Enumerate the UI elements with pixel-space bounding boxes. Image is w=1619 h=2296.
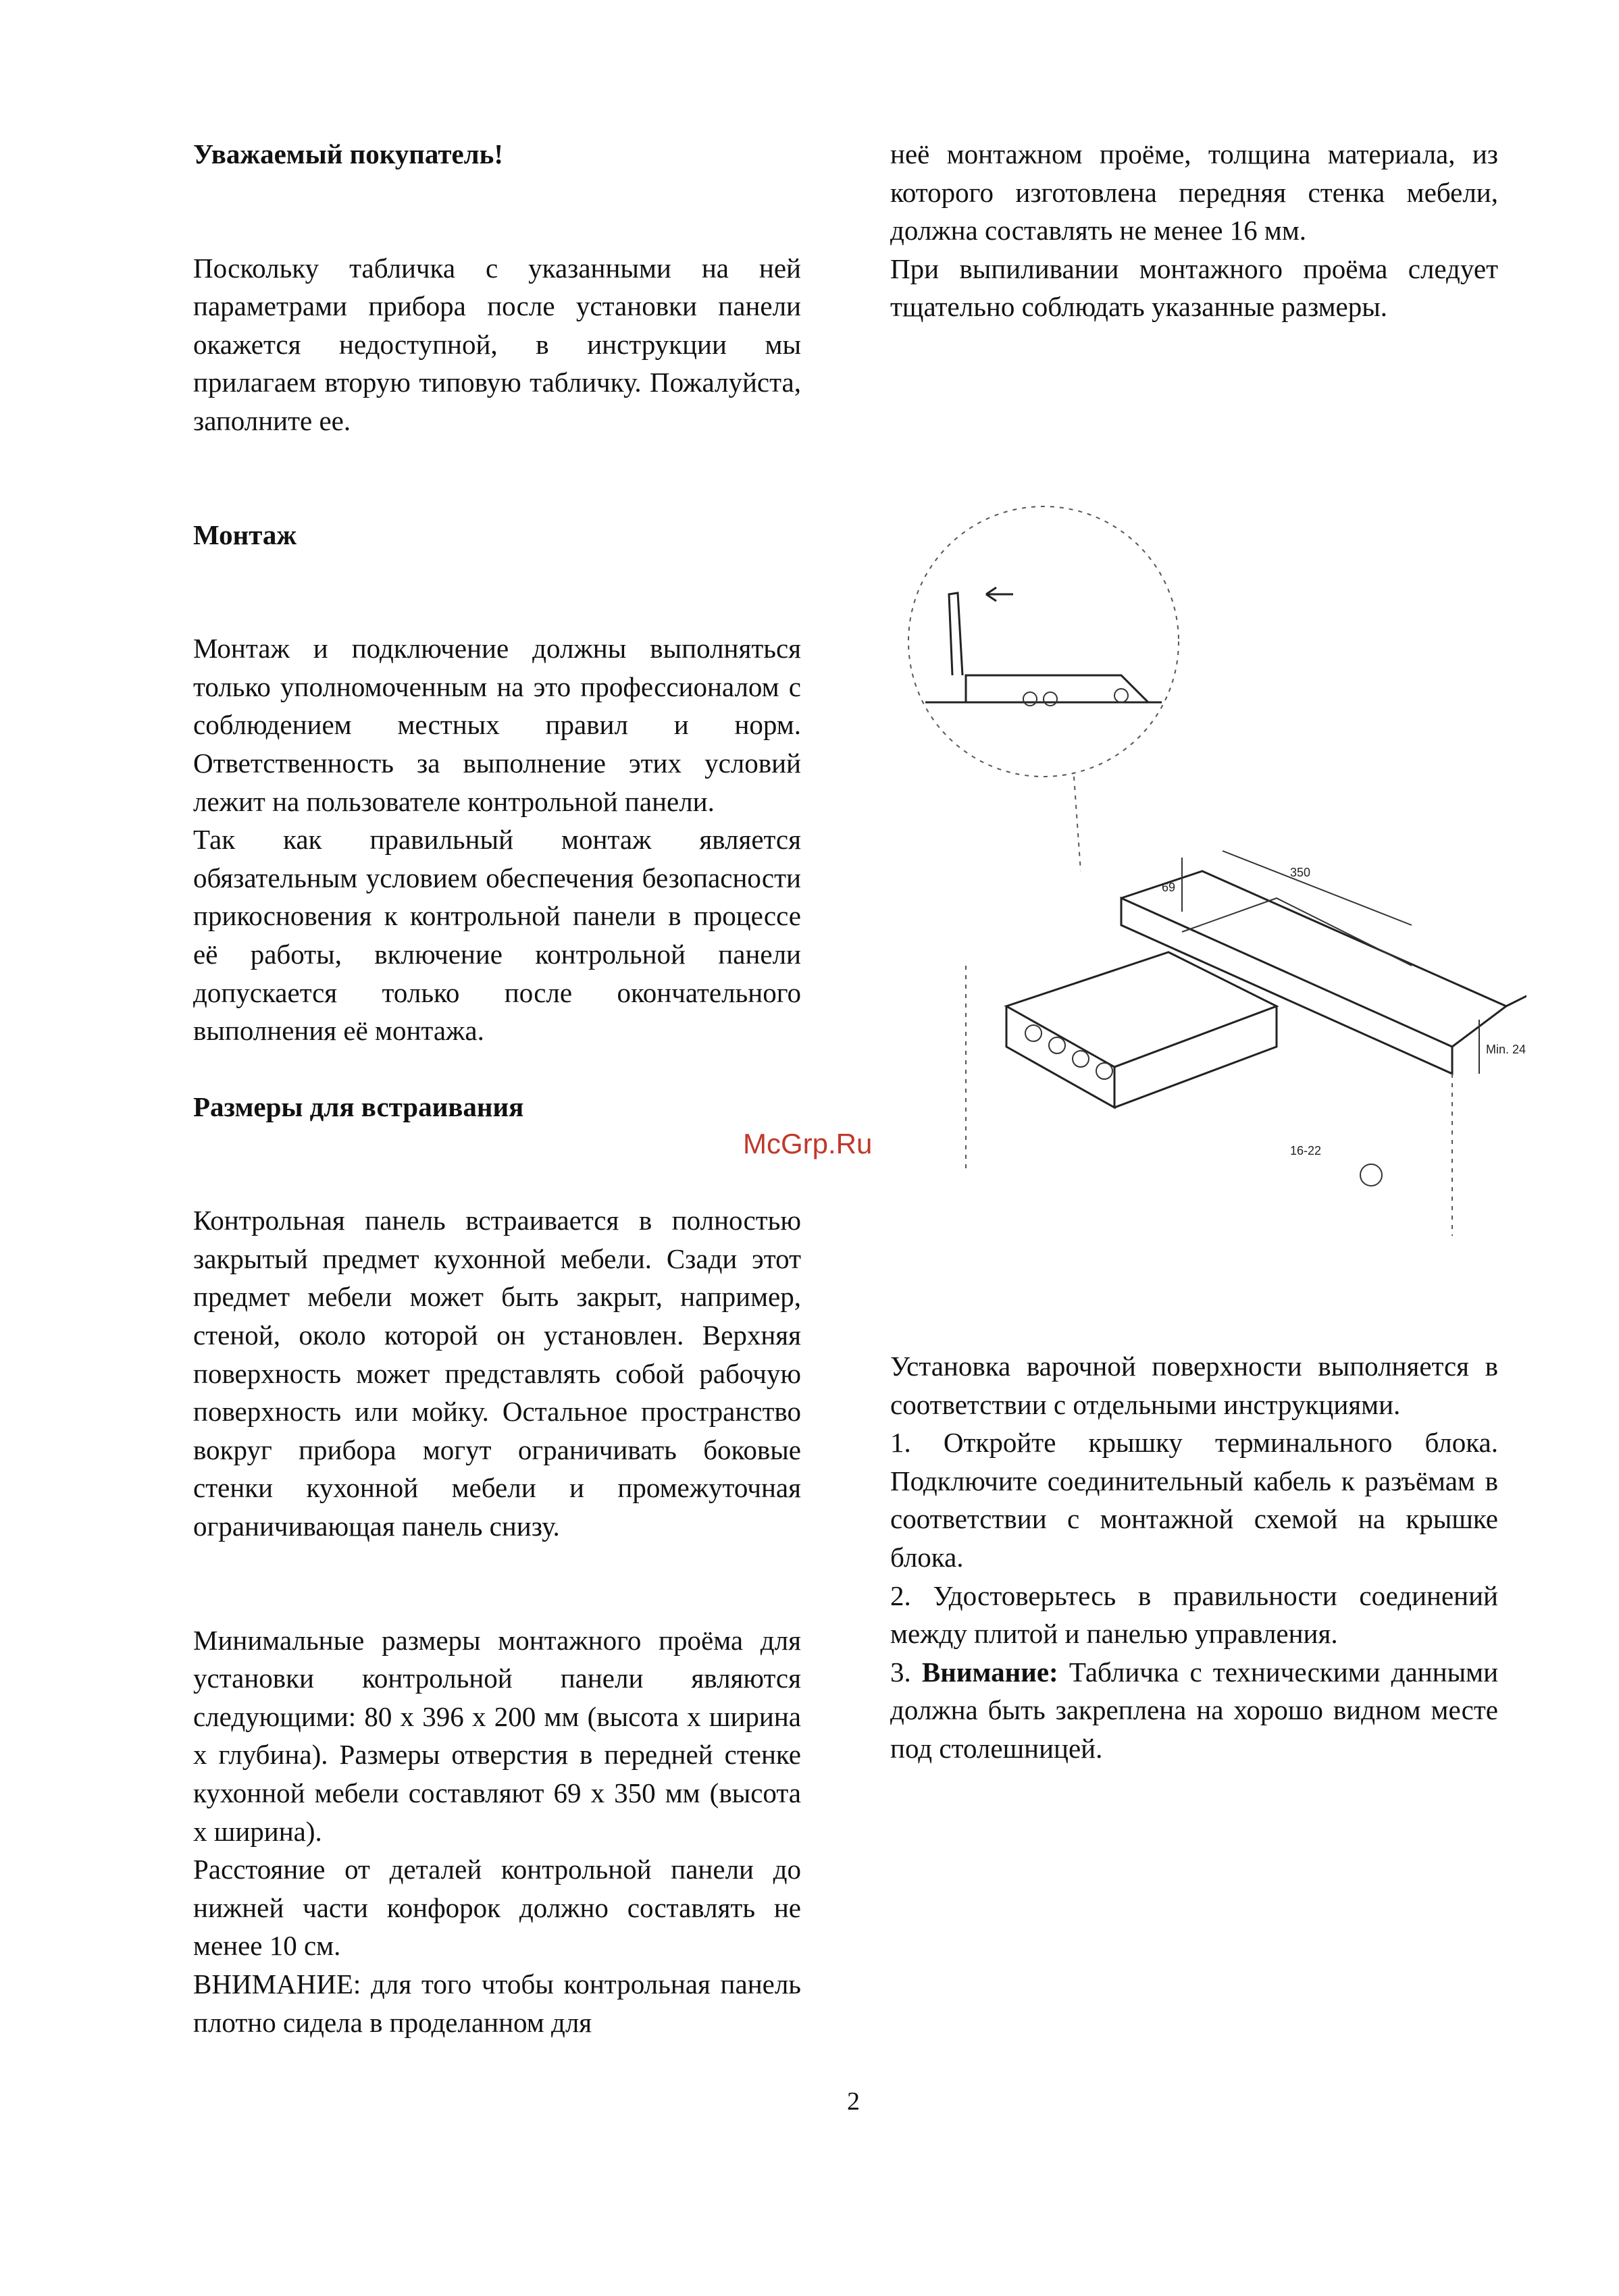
continued-paragraph-2: При выпиливании монтажного проёма следует тщательно соблюдать указанные размеры. bbox=[890, 253, 1498, 323]
step-3-text: Табличка с техническими данными должна быть закреплена на хорошо видном месте под столешницей. bbox=[890, 1656, 1499, 1764]
dim-height-label: 69 bbox=[1162, 881, 1176, 894]
install-step-2: 2. Удостоверьтесь в правильности соединений между плитой и панелью управления. bbox=[890, 1580, 1498, 1650]
left-column bbox=[193, 135, 801, 2041]
montage-heading: Монтаж bbox=[193, 519, 297, 550]
sizes-heading: Размеры для встраивания bbox=[193, 1091, 524, 1122]
installation-diagram bbox=[898, 493, 1526, 1263]
intro-paragraph: Поскольку табличка с указанными на ней параметрами прибора после установки панели окажется недоступной, в инструкции мы прилагаем вторую типовую табличку. Пожалуйста, заполните ее. bbox=[193, 252, 801, 436]
watermark: McGrp.Ru bbox=[743, 1128, 873, 1159]
page-number: 2 bbox=[847, 2087, 860, 2116]
front-knob bbox=[1360, 1164, 1382, 1186]
greeting-heading: Уважаемый покупатель! bbox=[193, 138, 504, 169]
montage-paragraph-1: Монтаж и подключение должны выполняться только уполномоченным на это профессионалом с соблюдением местных правил и норм. Ответственность за выполнение этих условий лежит на пользователе контрольной панели. bbox=[193, 633, 801, 817]
cable bbox=[1506, 993, 1526, 1006]
panel-knob-1 bbox=[1025, 1025, 1042, 1041]
panel-top bbox=[1006, 952, 1277, 1067]
countertop-front bbox=[1121, 898, 1452, 1074]
sizes-paragraph-2: Минимальные размеры монтажного проёма для установки контрольной панели являются следующими: 80 х 396 х 200 мм (высота х ширина х глубина). Размеры отверстия в передней стенке кухонной мебели составляют 69 х 350 мм (высота х ширина). bbox=[193, 1624, 801, 1847]
step-3-number: 3. bbox=[890, 1656, 911, 1688]
continued-paragraph-1: неё монтажном проёме, толщина материала, из которого изготовлена передняя стенка мебели, должна составлять не менее 16 мм. bbox=[890, 138, 1498, 246]
panel-knob-2 bbox=[1049, 1037, 1065, 1053]
detail-circle bbox=[908, 506, 1179, 777]
panel-knob-4 bbox=[1096, 1063, 1112, 1079]
detail-cover bbox=[949, 593, 962, 675]
install-section bbox=[890, 1347, 1498, 1768]
install-step-1: 1. Откройте крышку терминального блока. Подключите соединительный кабель к разъёмам в соответствии с монтажной схемой на крышке блока. bbox=[890, 1427, 1498, 1573]
install-paragraph: Установка варочной поверхности выполняется в соответствии с отдельными инструкциями. bbox=[890, 1351, 1498, 1420]
panel-knob-3 bbox=[1073, 1051, 1089, 1067]
dim-min-label: Min. 24 bbox=[1486, 1043, 1526, 1056]
right-column bbox=[890, 135, 1498, 326]
sizes-paragraph-3: Расстояние от деталей контрольной панели до нижней части конфорок должно составлять не менее 10 см. bbox=[193, 1854, 801, 1962]
install-step-3 bbox=[890, 1653, 1498, 1768]
sizes-paragraph-4: ВНИМАНИЕ: для того чтобы контрольная панель плотно сидела в проделанном для bbox=[193, 1968, 801, 2038]
dim-width-line bbox=[1223, 851, 1412, 925]
sizes-paragraph-1: Контрольная панель встраивается в полностью закрытый предмет кухонной мебели. Сзади этот предмет мебели может быть закрыт, например, стеной, около которой он установлен. Верхняя поверхность может представлять собой рабочую поверхность или мойку. Остальное пространство вокруг прибора могут ограничивать боковые стенки кухонной мебели и промежуточная ограничивающая панель снизу. bbox=[193, 1205, 801, 1542]
countertop-top bbox=[1121, 871, 1506, 1047]
step-3-warning: Внимание: bbox=[921, 1656, 1058, 1688]
dim-width-label: 350 bbox=[1290, 866, 1311, 879]
dim-side-label: 16-22 bbox=[1290, 1144, 1322, 1157]
montage-paragraph-2: Так как правильный монтаж является обязательным условием обеспечения безопасности прикосновения к контрольной панели в процессе её работы, включение контрольной панели допускается только после окончательного выполнения её монтажа. bbox=[193, 824, 801, 1047]
